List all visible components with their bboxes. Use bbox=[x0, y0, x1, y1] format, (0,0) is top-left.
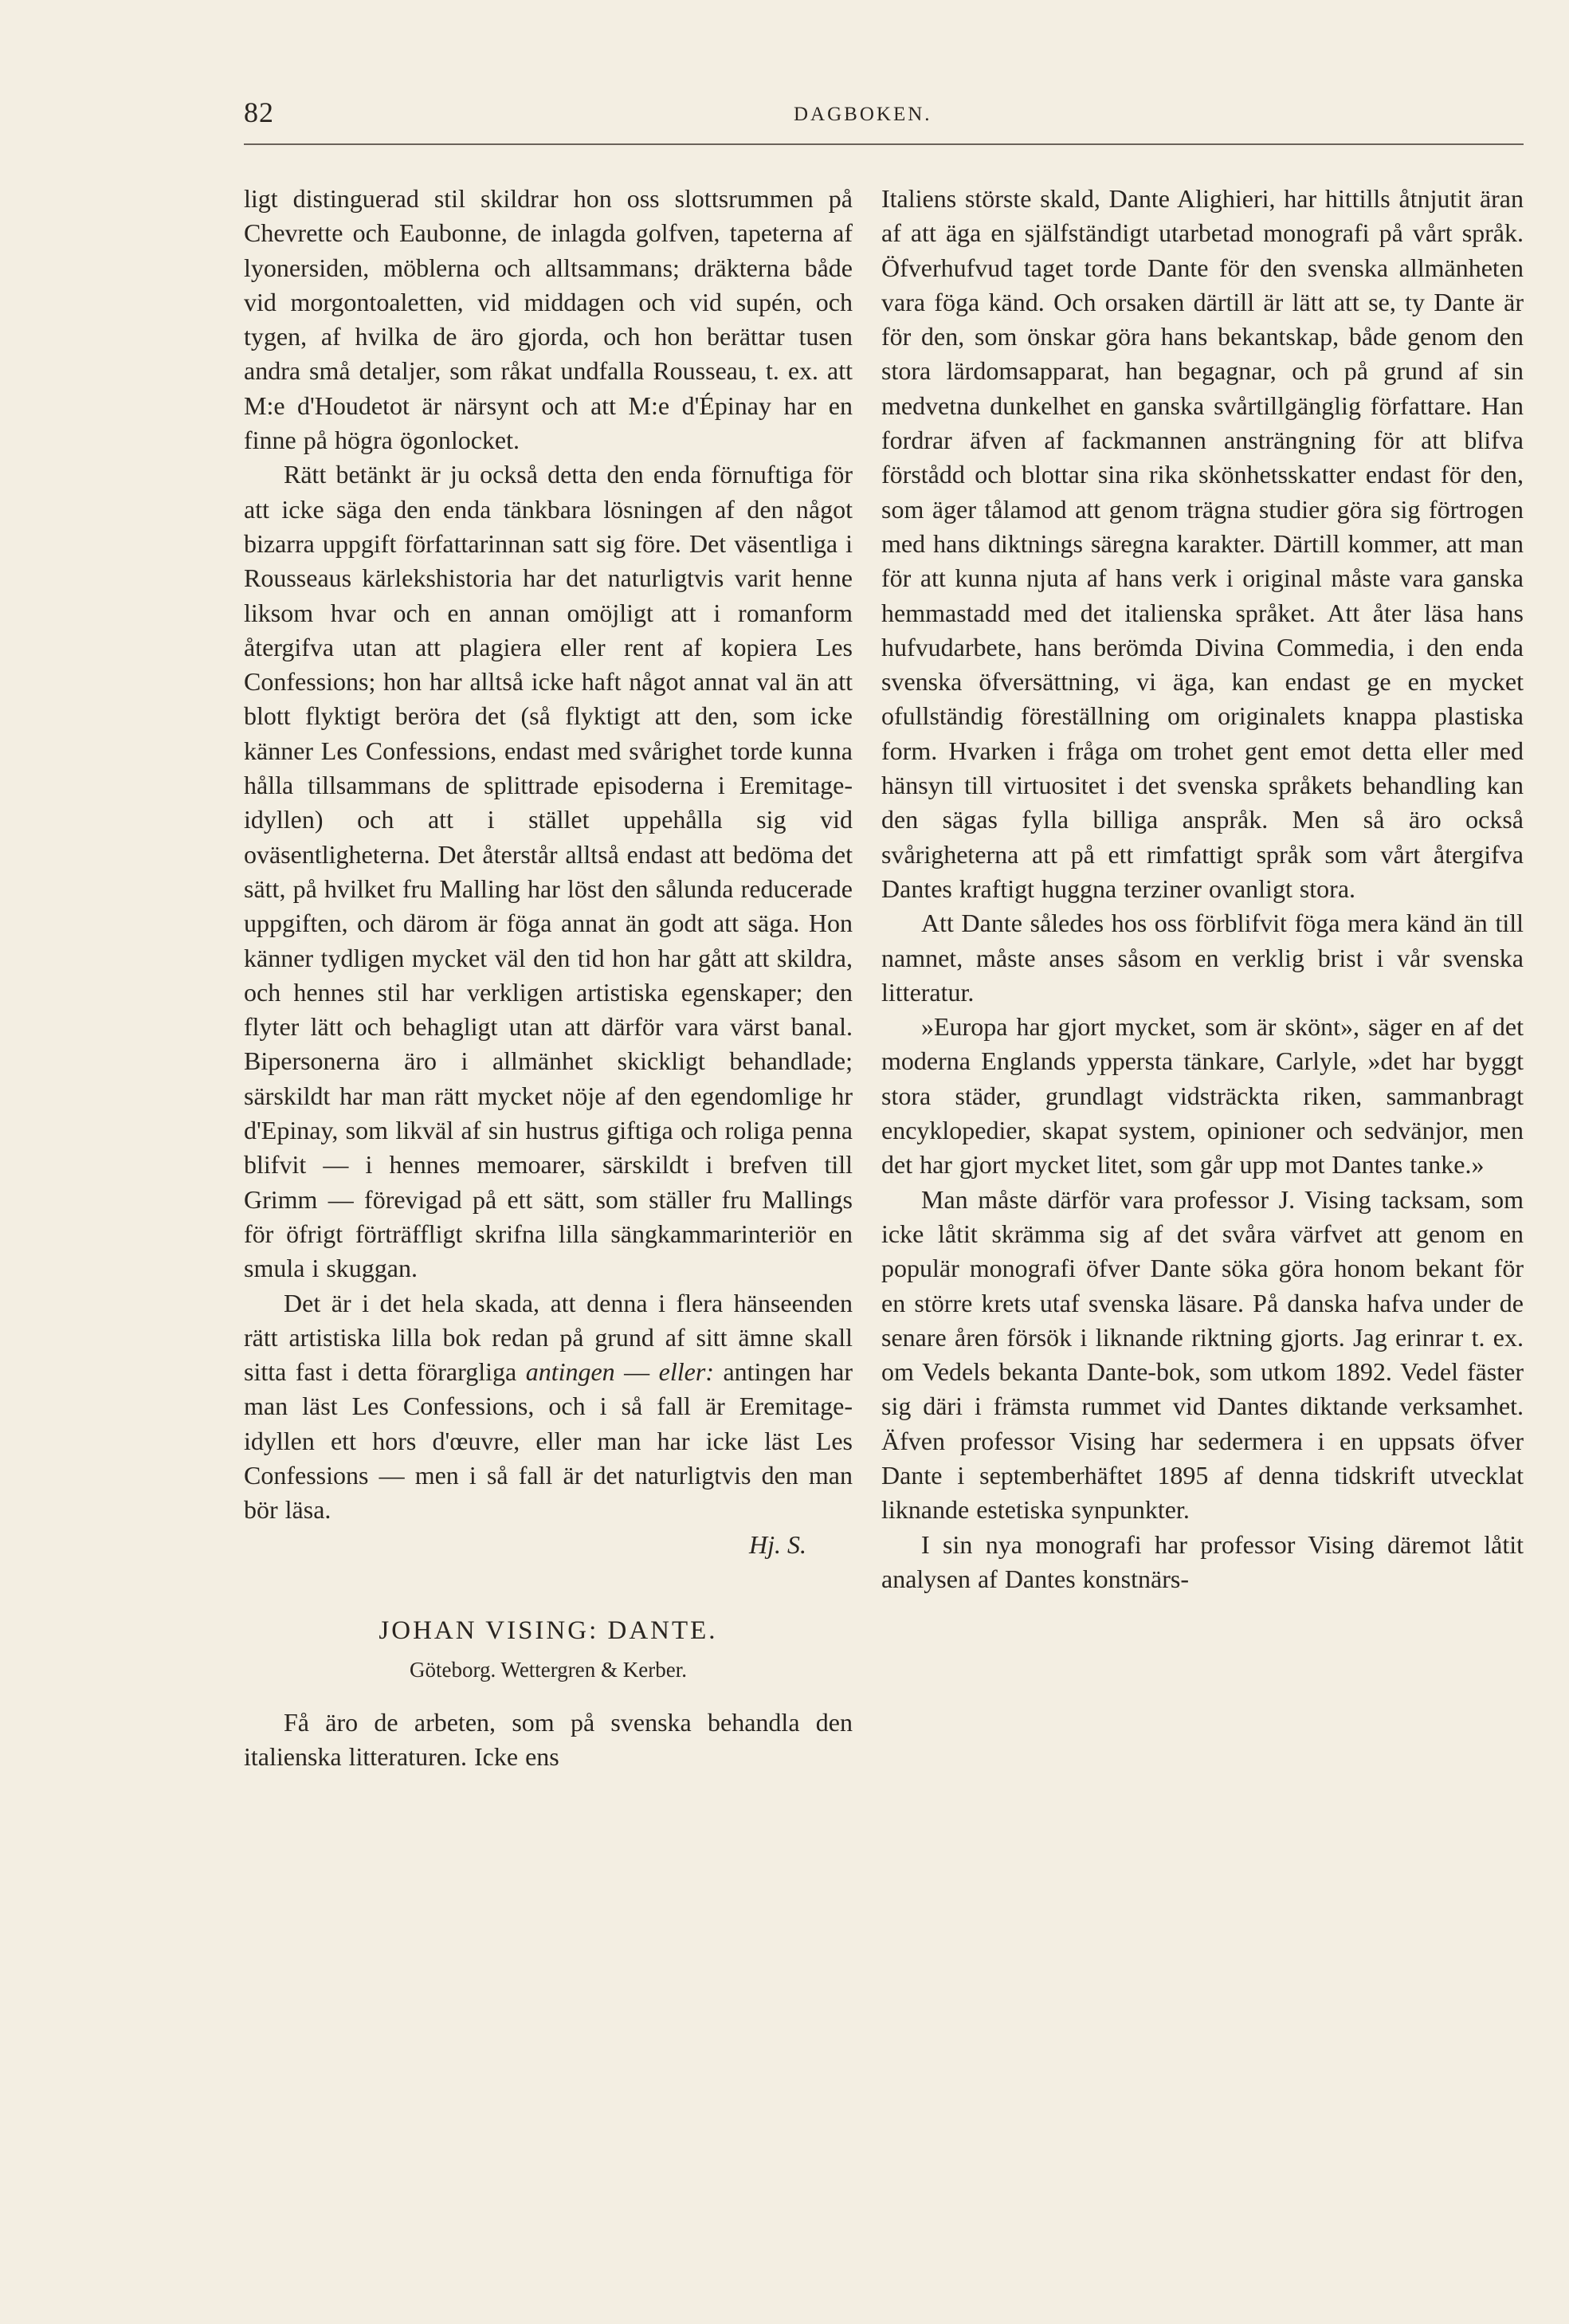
text-run: — bbox=[614, 1357, 659, 1387]
header-rule bbox=[244, 143, 1524, 145]
paragraph: »Europa har gjort mycket, som är skönt», säger en af det moderna Englands yppersta tänkare, Carlyle, »det har byggt stora städer, grundlagt vidsträckta riken, sammanbragt encyklopedier, skapat system, opinioner och sedvänjor, men det har gjort mycket litet, som går upp mot Dantes tanke.» bbox=[881, 1012, 1524, 1180]
paragraph bbox=[244, 1286, 853, 1528]
paragraph: Rätt betänkt är ju också detta den enda förnuftiga för att icke säga den enda tänkbara lösningen af den något bizarra uppgift författarinnan satt sig före. Det väsentliga i Rousseaus kärlekshistoria har det naturligtvis varit henne liksom hvar och en annan omöjligt att i romanform återgifva utan att plagiera eller rent af kopiera Les Confessions; hon har alltså icke haft något annat val än att blott flyktigt beröra det (så flyktigt att den, som icke känner Les Confessions, endast med svårighet torde kunna hålla tillsammans de splittrade episoderna i Eremitage-idyllen) och att i stället uppehålla sig vid oväsentligheterna. Det återstår alltså endast att bedöma det sätt, på hvilket fru Malling har löst den sålunda reducerade uppgiften, och därom är föga annat än godt att säga. Hon känner tydligen mycket väl den tid hon har gått att skildra, och hennes stil har verkligen artistiska egenskaper; den flyter lätt och behagligt utan att därför vara värst banal. Bipersonerna äro i allmänhet skickligt behandlade; särskildt har man rätt mycket nöje af den egendomlige hr d'Epinay, som likväl af sin hustrus giftiga och roliga penna blifvit — i hennes memoarer, särskildt i brefven till Grimm — förevigad på ett sätt, som ställer fru Mallings för öfrigt förträffligt skrifna lilla sängkammarinteriör en smula i skuggan. bbox=[244, 460, 853, 1283]
right-column bbox=[881, 182, 1524, 1596]
page-header bbox=[244, 92, 1524, 137]
page-number: 82 bbox=[244, 96, 274, 128]
review-title: JOHAN VISING: DANTE. bbox=[379, 1615, 718, 1645]
paragraph: Att Dante således hos oss förblifvit föga mera känd än till namnet, måste anses såsom en verklig brist i vår svenska litteratur. bbox=[881, 909, 1524, 1007]
left-column bbox=[244, 182, 853, 1774]
signature: Hj. S. bbox=[749, 1529, 806, 1559]
review-imprint: Göteborg. Wettergren & Kerber. bbox=[410, 1657, 687, 1682]
paragraph: Få äro de arbeten, som på svenska behandla den italienska litteraturen. Icke ens bbox=[244, 1707, 853, 1772]
paragraph: Italiens störste skald, Dante Alighieri, har hittills åtnjutit äran af att äga en själfständigt utarbetad monografi på vårt språk. Öfverhufvud taget torde Dante för den svenska allmänheten vara föga känd. Och orsaken därtill är lätt att se, ty Dante är för den, som önskar göra hans bekantskap, både genom den stora lärdomsapparat, han begagnar, och på grund af sin medvetna dunkelhet en ganska svårtillgänglig författare. Han fordrar äfven af fackmannen ansträngning för att blifva förstådd och blottar sina rika skönhetsskatter endast för den, som äger tålamod att genom trägna studier göra sig förtrogen med hans diktnings säregna karakter. Därtill kommer, att man för att kunna njuta af hans verk i original måste vara ganska hemmastadd med det italienska språket. Att åter läsa hans hufvudarbete, hans berömda Divina Commedia, i den enda svenska öfversättning, vi äga, kan endast ge en mycket ofullständig föreställning om originalets knappa plastiska form. Hvarken i fråga om trohet gent emot detta eller med hänsyn till virtuositet i det svenska språkets behandling kan den sägas fylla billiga anspråk. Men så äro också svårigheterna att på ett rimfattigt språk som vårt återgifva Dantes kraftigt huggna terziner ovanligt stora. bbox=[881, 184, 1524, 903]
emphasis-eller: eller: bbox=[658, 1357, 714, 1387]
text-run: Det är i det hela skada, att denna i flera hänseenden rätt artistiska lilla bok redan på grund af sitt ämne skall sitta fast i detta förargliga bbox=[244, 1288, 853, 1387]
text-run: antingen har man läst Les Confessions, och i så fall är Eremitage-idyllen ett hors d'œuvre, eller man har icke läst Les Confessions — men i så fall är det naturligtvis den man bör läsa. bbox=[244, 1357, 853, 1525]
running-head: DAGBOKEN. bbox=[794, 104, 932, 125]
paragraph: ligt distinguerad stil skildrar hon oss slottsrummen på Chevrette och Eaubonne, de inlagda golfven, tapeterna af lyonersiden, möblerna och alltsammans; dräkterna både vid morgontoaletten, vid middagen och vid supén, och tygen, af hvilka de äro gjorda, och hon berättar tusen andra små detaljer, som råkat undfalla Rousseau, t. ex. att M:e d'Houdetot är närsynt och att M:e d'Épinay har en finne på högra ögonlocket. bbox=[244, 184, 853, 455]
emphasis-antingen: antingen bbox=[525, 1357, 615, 1387]
paragraph: Man måste därför vara professor J. Vising tacksam, som icke låtit skrämma sig af det svåra värfvet att genom en populär monografi öfver Dante söka göra honom bekant för en större krets utaf svenska läsare. På danska hafva under de senare åren försök i liknande riktning gjorts. Jag erinrar t. ex. om Vedels bekanta Dante-bok, som utkom 1892. Vedel fäster sig däri i främsta rummet vid Dantes diktande verksamhet. Äfven professor Vising har sedermera i en uppsats öfver Dante i septemberhäftet 1895 af denna tidskrift utvecklat liknande estetiska synpunkter. bbox=[881, 1184, 1524, 1525]
paragraph: I sin nya monografi har professor Vising däremot låtit analysen af Dantes konstnärs- bbox=[881, 1529, 1524, 1593]
